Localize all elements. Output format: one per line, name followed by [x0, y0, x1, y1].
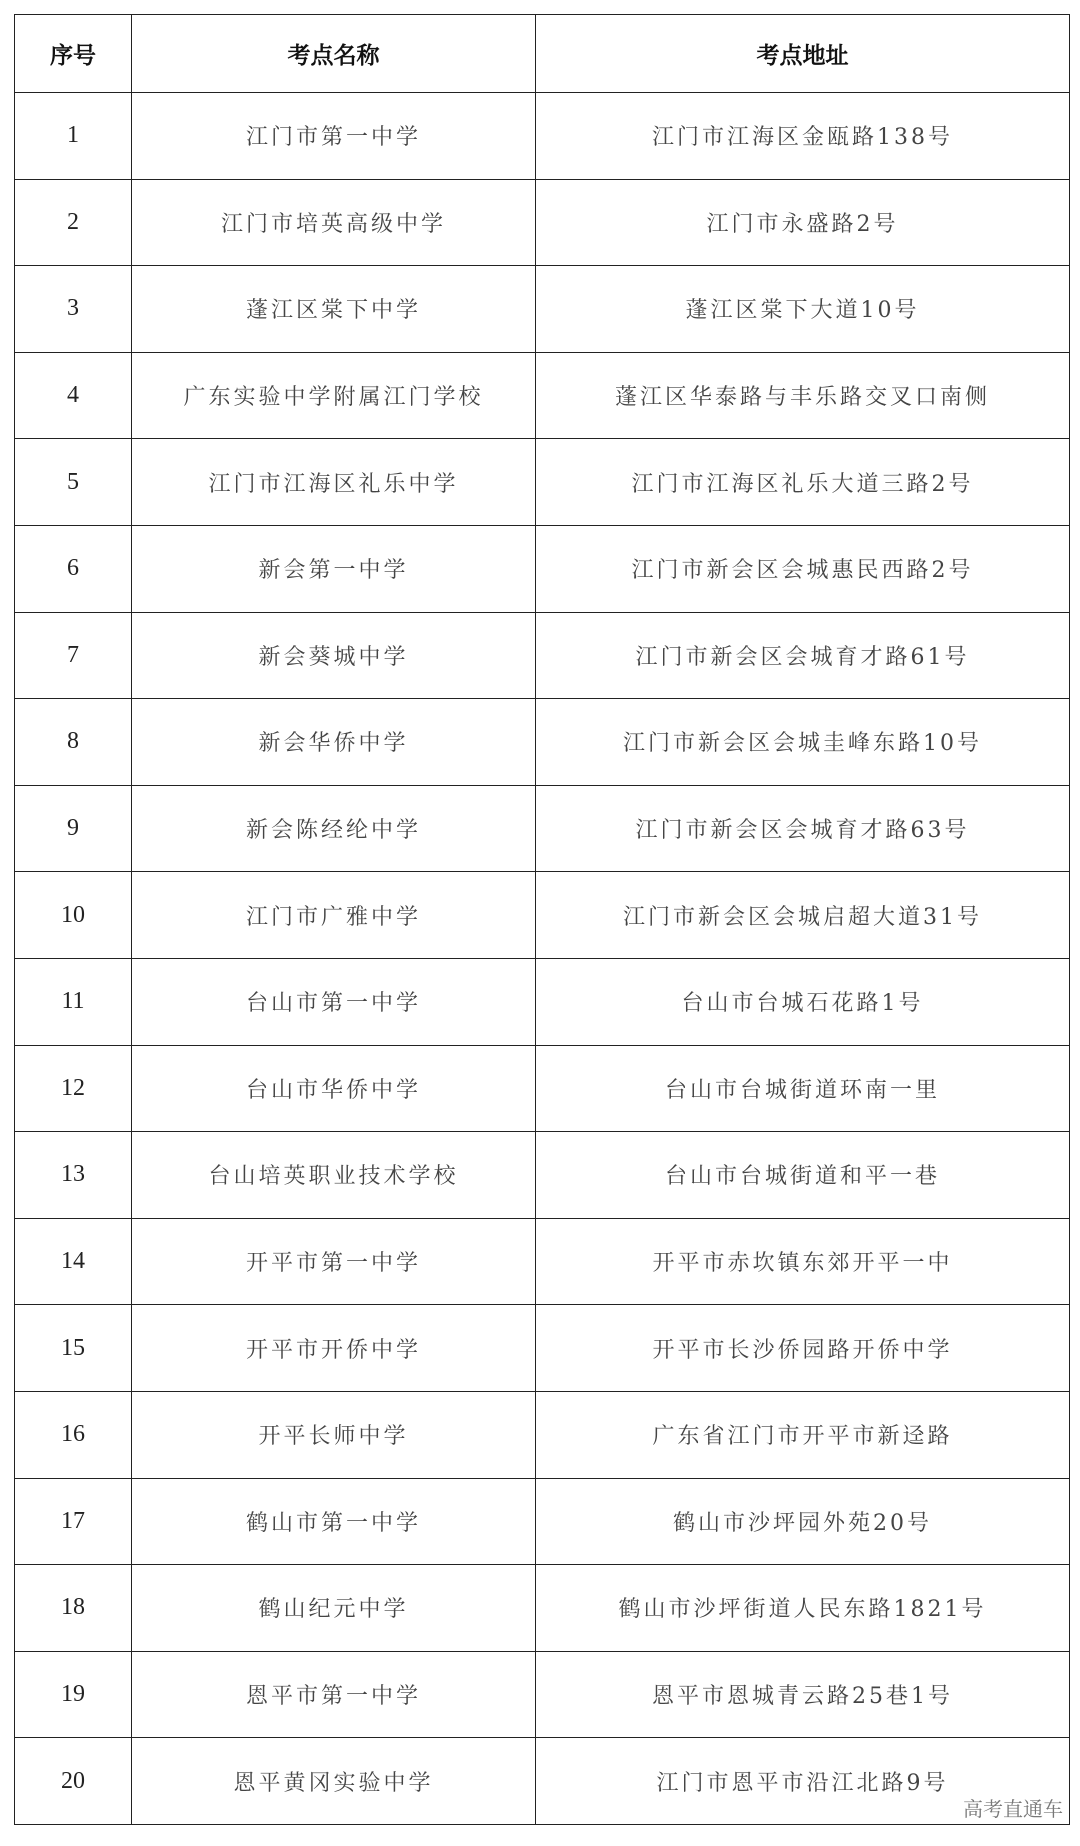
- table-row: [15, 1651, 1070, 1738]
- serial-cell: 12: [15, 1045, 132, 1132]
- serial-cell: 7: [15, 612, 132, 699]
- site-name-cell: 蓬江区棠下中学: [132, 266, 536, 353]
- site-name-cell: 台山市华侨中学: [132, 1045, 536, 1132]
- site-address-cell: 江门市新会区会城育才路61号: [536, 612, 1070, 699]
- table-row: [15, 179, 1070, 266]
- table-row: [15, 785, 1070, 872]
- site-name-cell: 江门市第一中学: [132, 93, 536, 180]
- table-row: [15, 1391, 1070, 1478]
- serial-cell: 20: [15, 1738, 132, 1825]
- site-address-cell: 蓬江区棠下大道10号: [536, 266, 1070, 353]
- site-address-cell: 鹤山市沙坪园外苑20号: [536, 1478, 1070, 1565]
- serial-cell: 11: [15, 958, 132, 1045]
- site-address-cell: 台山市台城石花路1号: [536, 958, 1070, 1045]
- serial-cell: 19: [15, 1651, 132, 1738]
- site-name-cell: 开平长师中学: [132, 1391, 536, 1478]
- site-name-cell: 新会华侨中学: [132, 699, 536, 786]
- table-row: [15, 266, 1070, 353]
- table-row: [15, 1045, 1070, 1132]
- table-row: [15, 1478, 1070, 1565]
- serial-cell: 1: [15, 93, 132, 180]
- site-name-cell: 开平市开侨中学: [132, 1305, 536, 1392]
- site-address-cell: 江门市永盛路2号: [536, 179, 1070, 266]
- watermark: 高考直通车: [963, 1797, 1063, 1821]
- table-row: [15, 1738, 1070, 1825]
- site-name-cell: 开平市第一中学: [132, 1218, 536, 1305]
- serial-cell: 14: [15, 1218, 132, 1305]
- exam-sites-table: [14, 14, 1070, 1825]
- site-name-cell: 台山培英职业技术学校: [132, 1132, 536, 1219]
- site-address-cell: 恩平市恩城青云路25巷1号: [536, 1651, 1070, 1738]
- serial-cell: 18: [15, 1565, 132, 1652]
- site-address-cell: 江门市新会区会城育才路63号: [536, 785, 1070, 872]
- serial-cell: 17: [15, 1478, 132, 1565]
- serial-cell: 3: [15, 266, 132, 353]
- table-row: [15, 1218, 1070, 1305]
- table-row: [15, 1132, 1070, 1219]
- serial-cell: 16: [15, 1391, 132, 1478]
- site-address-cell: 开平市赤坎镇东郊开平一中: [536, 1218, 1070, 1305]
- site-address-cell: 江门市江海区金瓯路138号: [536, 93, 1070, 180]
- site-name-cell: 江门市培英高级中学: [132, 179, 536, 266]
- site-name-cell: 江门市江海区礼乐中学: [132, 439, 536, 526]
- serial-cell: 5: [15, 439, 132, 526]
- site-name-cell: 台山市第一中学: [132, 958, 536, 1045]
- serial-cell: 10: [15, 872, 132, 959]
- table-row: [15, 1305, 1070, 1392]
- table-row: [15, 872, 1070, 959]
- serial-cell: 13: [15, 1132, 132, 1219]
- header-site-address: 考点地址: [536, 15, 1070, 93]
- table-row: [15, 612, 1070, 699]
- site-address-cell: 开平市长沙侨园路开侨中学: [536, 1305, 1070, 1392]
- site-name-cell: 鹤山纪元中学: [132, 1565, 536, 1652]
- serial-cell: 8: [15, 699, 132, 786]
- table-row: [15, 352, 1070, 439]
- site-address-cell: 江门市江海区礼乐大道三路2号: [536, 439, 1070, 526]
- site-name-cell: 广东实验中学附属江门学校: [132, 352, 536, 439]
- table-row: [15, 525, 1070, 612]
- header-row: [15, 15, 1070, 93]
- serial-cell: 9: [15, 785, 132, 872]
- serial-cell: 2: [15, 179, 132, 266]
- serial-cell: 6: [15, 525, 132, 612]
- site-name-cell: 新会葵城中学: [132, 612, 536, 699]
- table-row: [15, 958, 1070, 1045]
- serial-cell: 4: [15, 352, 132, 439]
- site-address-cell: 台山市台城街道环南一里: [536, 1045, 1070, 1132]
- site-address-cell: 台山市台城街道和平一巷: [536, 1132, 1070, 1219]
- site-address-cell: 广东省江门市开平市新迳路: [536, 1391, 1070, 1478]
- site-address-cell: 蓬江区华泰路与丰乐路交叉口南侧: [536, 352, 1070, 439]
- table-row: [15, 439, 1070, 526]
- serial-cell: 15: [15, 1305, 132, 1392]
- site-address-cell: 江门市新会区会城圭峰东路10号: [536, 699, 1070, 786]
- site-name-cell: 恩平黄冈实验中学: [132, 1738, 536, 1825]
- site-address-cell: 江门市新会区会城启超大道31号: [536, 872, 1070, 959]
- site-name-cell: 鹤山市第一中学: [132, 1478, 536, 1565]
- table-row: [15, 93, 1070, 180]
- site-name-cell: 新会第一中学: [132, 525, 536, 612]
- site-address-cell: 鹤山市沙坪街道人民东路1821号: [536, 1565, 1070, 1652]
- site-name-cell: 江门市广雅中学: [132, 872, 536, 959]
- table-row: [15, 699, 1070, 786]
- header-site-name: 考点名称: [132, 15, 536, 93]
- site-address-cell: 江门市新会区会城惠民西路2号: [536, 525, 1070, 612]
- site-address-cell: 江门市恩平市沿江北路9号: [536, 1738, 1070, 1825]
- site-name-cell: 新会陈经纶中学: [132, 785, 536, 872]
- header-serial: 序号: [15, 15, 132, 93]
- table-row: [15, 1565, 1070, 1652]
- site-name-cell: 恩平市第一中学: [132, 1651, 536, 1738]
